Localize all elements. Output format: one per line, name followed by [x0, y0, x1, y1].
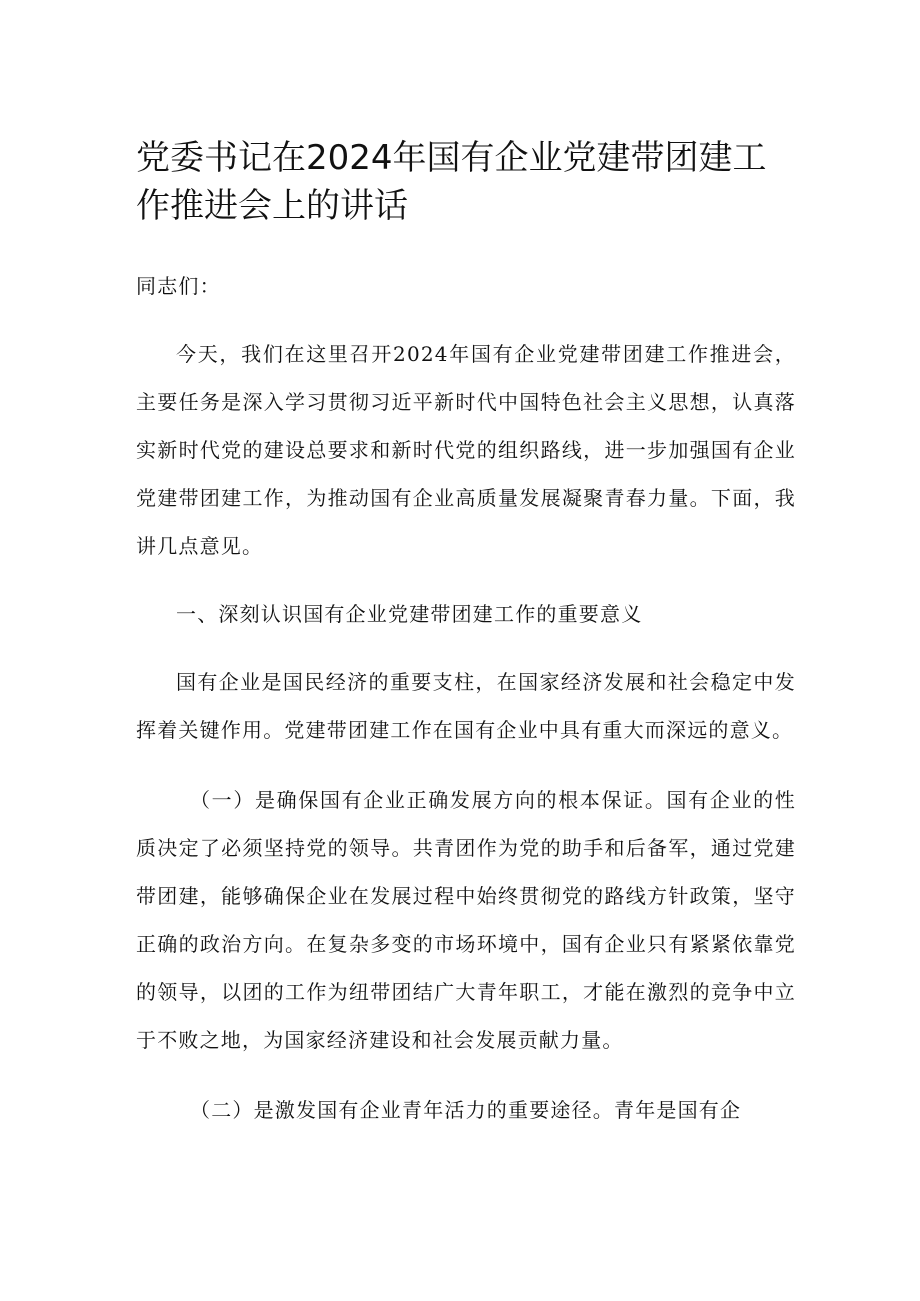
- section-heading-1: 一、深刻认识国有企业党建带团建工作的重要意义: [176, 602, 643, 626]
- salutation: 同志们：: [136, 274, 221, 298]
- paragraph-intro: 今天，我们在这里召开2024年国有企业党建带团建工作推进会，主要任务是深入学习贯彻习近平新时代中国特色社会主义思想，认真落实新时代党的建设总要求和新时代党的组织路线，进一步加强国有企业党建带团建工作，为推动国有企业高质量发展凝聚青春力量。下面，我讲几点意见。: [136, 342, 796, 558]
- document-title: 党委书记在2024年国有企业党建带团建工作推进会上的讲话: [136, 138, 767, 226]
- document-body: [136, 262, 796, 1134]
- paragraph-significance: 国有企业是国民经济的重要支柱，在国家经济发展和社会稳定中发挥着关键作用。党建带团建工作在国有企业中具有重大而深远的意义。: [136, 670, 796, 742]
- paragraph-point-1: （一）是确保国有企业正确发展方向的根本保证。国有企业的性质决定了必须坚持党的领导。共青团作为党的助手和后备军，通过党建带团建，能够确保企业在发展过程中始终贯彻党的路线方针政策，坚守正确的政治方向。在复杂多变的市场环境中，国有企业只有紧紧依靠党的领导，以团的工作为纽带团结广大青年职工，才能在激烈的竞争中立于不败之地，为国家经济建设和社会发展贡献力量。: [136, 788, 796, 1052]
- paragraph-point-2: （二）是激发国有企业青年活力的重要途径。青年是国有企: [190, 1098, 742, 1122]
